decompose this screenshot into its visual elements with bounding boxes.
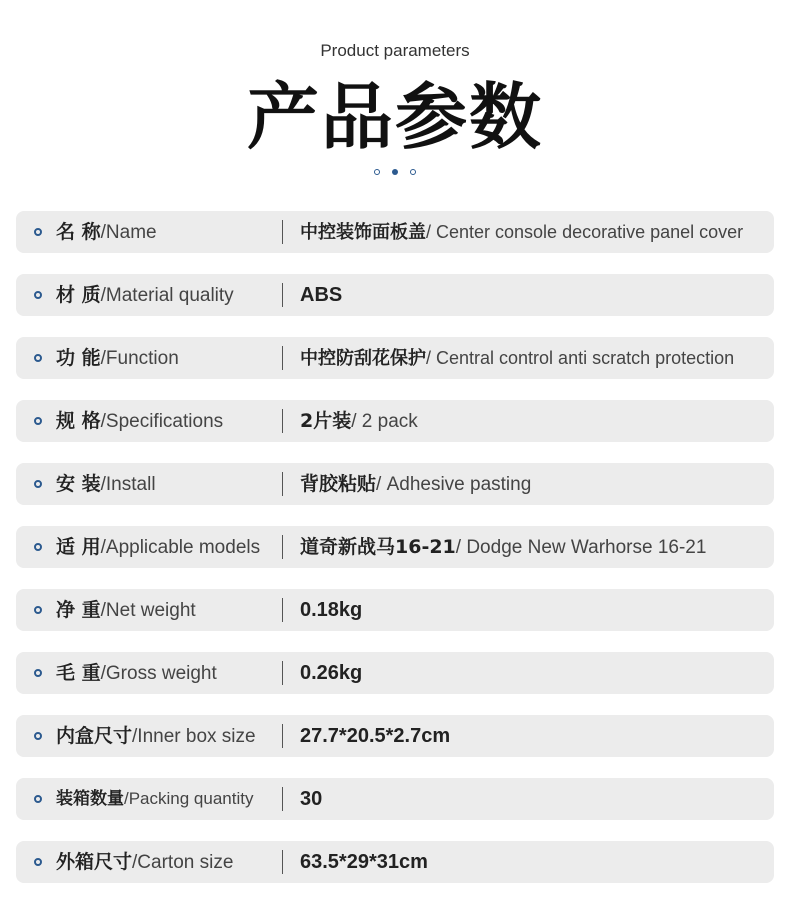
- param-label: 名 称/Name: [56, 221, 157, 243]
- bullet-icon: [34, 291, 42, 299]
- separator: [282, 598, 283, 622]
- bullet-icon: [34, 669, 42, 677]
- param-row-name: [16, 211, 774, 253]
- param-row-material: [16, 274, 774, 316]
- param-value: 27.7*20.5*2.7cm: [300, 725, 451, 747]
- param-label: 装箱数量/Packing quantity: [56, 789, 254, 809]
- bullet-icon: [34, 732, 42, 740]
- dot-icon: [374, 169, 380, 175]
- param-row-install: [16, 463, 774, 505]
- bullet-icon: [34, 606, 42, 614]
- param-row-packing-quantity: [16, 778, 774, 820]
- param-label: 外箱尺寸/Carton size: [56, 851, 234, 873]
- separator: [282, 283, 283, 307]
- param-value: 中控装饰面板盖/ Center console decorative panel cover: [300, 222, 744, 243]
- param-row-specifications: [16, 400, 774, 442]
- param-label: 材 质/Material quality: [56, 284, 234, 306]
- param-value: 0.26kg: [300, 662, 363, 684]
- bullet-icon: [34, 795, 42, 803]
- param-row-applicable-models: [16, 526, 774, 568]
- bullet-icon: [34, 354, 42, 362]
- parameter-list: [16, 211, 774, 904]
- bullet-icon: [34, 858, 42, 866]
- separator: [282, 535, 283, 559]
- param-value: 中控防刮花保护/ Central control anti scratch protection: [300, 348, 735, 369]
- param-label: 功 能/Function: [56, 347, 179, 369]
- param-value: 63.5*29*31cm: [300, 851, 428, 873]
- param-row-function: [16, 337, 774, 379]
- separator: [282, 220, 283, 244]
- separator: [282, 409, 283, 433]
- page-subtitle: Product parameters: [320, 41, 470, 60]
- dot-icon: [392, 169, 398, 175]
- param-label: 毛 重/Gross weight: [56, 662, 217, 684]
- page-title: 产品参数: [246, 75, 543, 159]
- param-label: 内盒尺寸/Inner box size: [56, 725, 256, 747]
- param-label: 适 用/Applicable models: [56, 536, 261, 558]
- param-value: ABS: [300, 284, 343, 306]
- param-value: 2片装/ 2 pack: [300, 410, 418, 432]
- separator: [282, 661, 283, 685]
- bullet-icon: [34, 228, 42, 236]
- param-value: 0.18kg: [300, 599, 363, 621]
- title-decoration-dots: [0, 169, 790, 175]
- param-row-gross-weight: [16, 652, 774, 694]
- separator: [282, 724, 283, 748]
- separator: [282, 346, 283, 370]
- separator: [282, 850, 283, 874]
- param-label: 规 格/Specifications: [56, 410, 224, 432]
- bullet-icon: [34, 480, 42, 488]
- param-value: 背胶粘贴/ Adhesive pasting: [300, 473, 532, 495]
- param-row-inner-box-size: [16, 715, 774, 757]
- separator: [282, 472, 283, 496]
- param-label: 安 装/Install: [56, 473, 156, 495]
- separator: [282, 787, 283, 811]
- dot-icon: [410, 169, 416, 175]
- param-value: 30: [300, 788, 323, 810]
- param-row-net-weight: [16, 589, 774, 631]
- bullet-icon: [34, 417, 42, 425]
- param-row-carton-size: [16, 841, 774, 883]
- param-label: 净 重/Net weight: [56, 599, 196, 621]
- bullet-icon: [34, 543, 42, 551]
- param-value: 道奇新战马16-21/ Dodge New Warhorse 16-21: [300, 536, 707, 558]
